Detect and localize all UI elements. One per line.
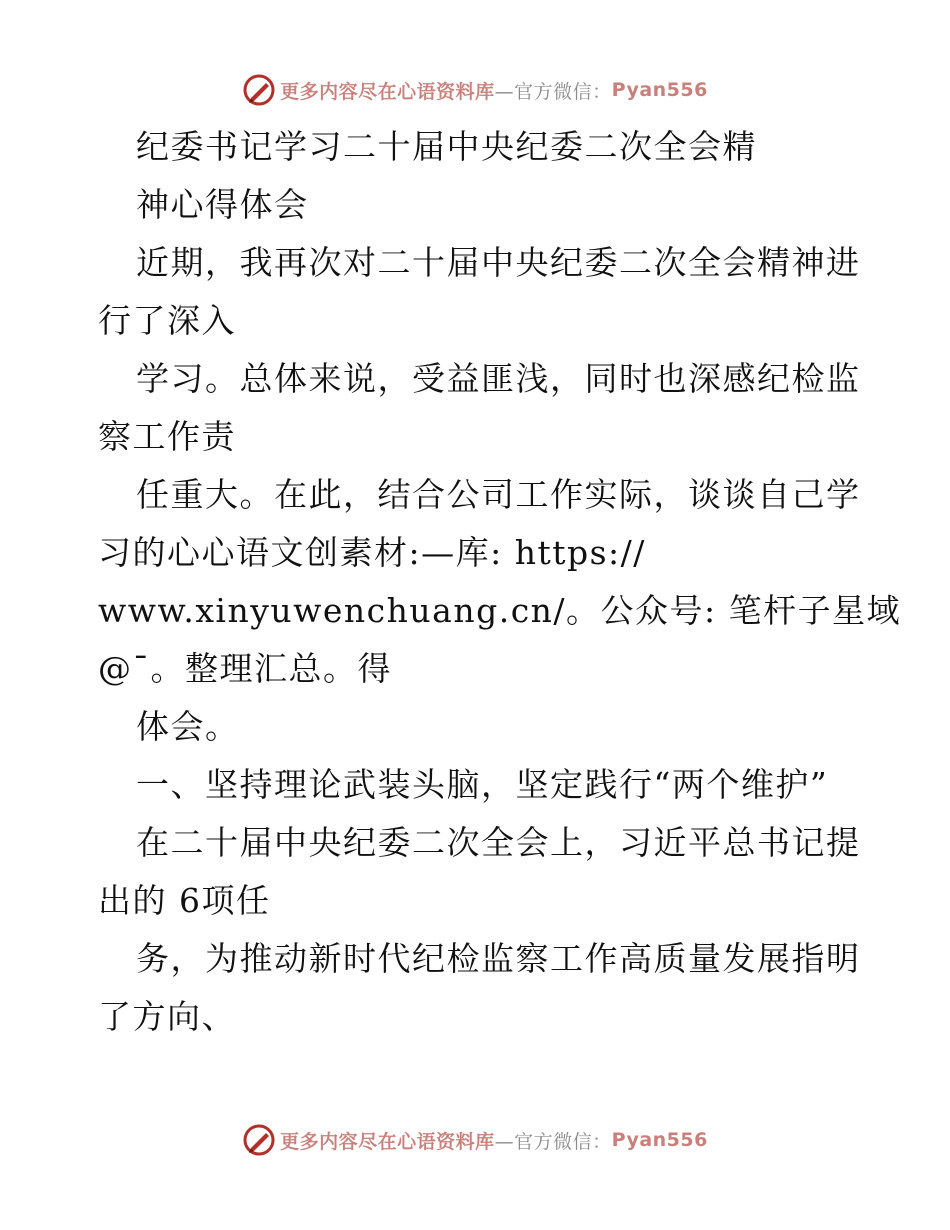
- paragraph-line: 习的心心语文创素材:—库: https://: [98, 533, 646, 572]
- paragraph-line: 任重大。在此，结合公司工作实际，谈谈自己学: [136, 475, 861, 514]
- section-heading: 一、坚持理论武装头脑，坚定践行“两个维护”: [136, 765, 829, 804]
- paragraph-line: 体会。: [136, 707, 240, 746]
- paragraph-line: 在二十届中央纪委二次全会上，习近平总书记提: [136, 823, 861, 862]
- footer-banner: [0, 1120, 950, 1160]
- paragraph-line: 务，为推动新时代纪检监察工作高质量发展指明: [136, 939, 861, 978]
- banner-main-text: 更多内容尽在心语资料库: [280, 1130, 495, 1153]
- title-line-2: 神心得体会: [136, 185, 309, 224]
- banner-wechat-id: Pyan556: [611, 79, 708, 101]
- title-line-1: 纪委书记学习二十届中央纪委二次全会精: [136, 127, 757, 166]
- pen-logo-icon: [242, 73, 276, 107]
- banner-wechat-id: Pyan556: [611, 1129, 708, 1151]
- paragraph-line: @¯。整理汇总。得: [98, 649, 392, 688]
- banner-dash-text: —官方微信：: [494, 1130, 612, 1153]
- paragraph-line: 行了深入: [98, 301, 236, 340]
- paragraph-line: www.xinyuwenchuang.cn/。公众号: 笔杆子星域: [98, 591, 902, 630]
- paragraph-line: 学习。总体来说，受益匪浅，同时也深感纪检监: [136, 359, 861, 398]
- header-banner: [0, 70, 950, 110]
- paragraph-line: 了方向、: [98, 997, 236, 1036]
- paragraph-line: 出的 6项任: [98, 881, 271, 920]
- banner-dash-text: —官方微信：: [494, 80, 612, 103]
- paragraph-line: 察工作责: [98, 417, 236, 456]
- document-body: [98, 118, 902, 1046]
- paragraph-line: 近期，我再次对二十届中央纪委二次全会精神进: [136, 243, 861, 282]
- pen-logo-icon: [242, 1123, 276, 1157]
- banner-main-text: 更多内容尽在心语资料库: [280, 80, 495, 103]
